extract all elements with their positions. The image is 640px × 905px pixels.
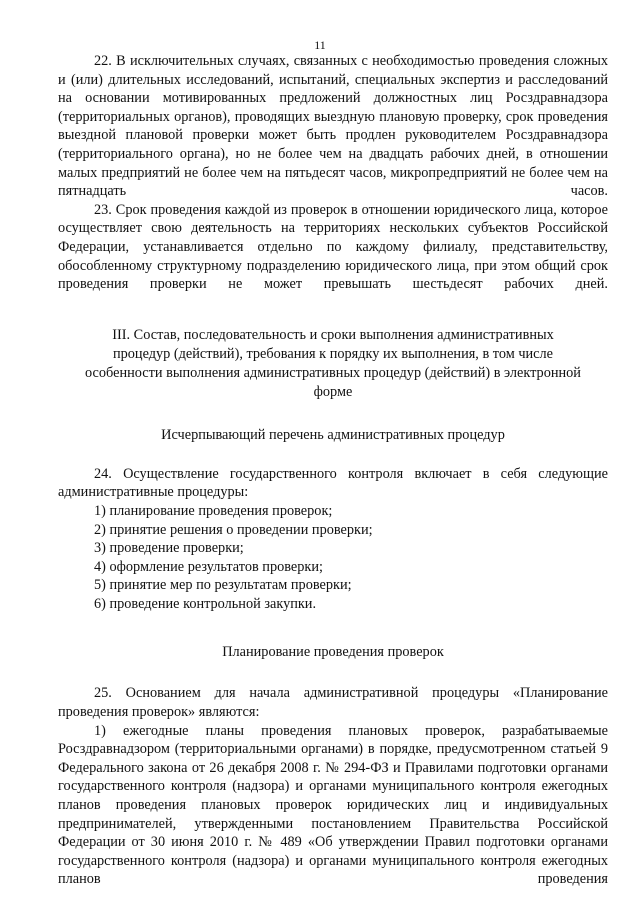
list-item: 2) принятие решения о проведении проверки;	[94, 521, 373, 538]
list-item: 5) принятие мер по результатам проверки;	[94, 577, 352, 594]
paragraph-24: 24. Осуществление государственного контроля включает в себя следующие административные процедуры:	[58, 465, 608, 501]
paragraph-25-item-1: 1) ежегодные планы проведения плановых проверок, разрабатываемые Росздравнадзором (территориальными органами) в порядке, предусмотренном статьей 9 Федерального закона от 26 декабря 2008 г. № 294-ФЗ и Правилами подготовки органами государственного контроля (надзора) и органами муниципального контроля ежегодных планов проведения плановых проверок юридических лиц и индивидуальных предпринимателей, утвержденными постановлением Правительства Российской Федерации от 30 июня 2010 г. № 489 «Об утверждении Правил подготовки органами государственного контроля (надзора) и органами муниципального контроля ежегодных планов проведения	[58, 722, 608, 888]
paragraph-25: 25. Основанием для начала административной процедуры «Планирование проведения проверок» являются:	[58, 685, 608, 721]
list-item: 6) проведение контрольной закупки.	[94, 595, 317, 612]
list-item: 4) оформление результатов проверки;	[94, 558, 323, 575]
section-3-heading: III. Состав, последовательность и сроки выполнения административных процедур (действий), требования к порядку их выполнения, в том числе особенности выполнения административных процедур (действий) в электронной форме	[85, 326, 581, 400]
planning-heading: Планирование проведения проверок	[222, 644, 444, 661]
document-body	[58, 52, 608, 889]
page-number: 11	[314, 38, 326, 52]
list-item: 3) проведение проверки;	[94, 540, 244, 557]
list-item: 1) планирование проведения проверок;	[94, 502, 333, 519]
paragraph-22: 22. В исключительных случаях, связанных с необходимостью проведения сложных и (или) длительных исследований, испытаний, специальных экспертиз и расследований на основании мотивированных предложений должностных лиц Росздравнадзора (территориальных органов), проводящих выездную плановую проверку, срок проведения выездной плановой проверки может быть продлен руководителем Росздравнадзора (территориального органа), но не более чем на двадцать рабочих дней, в отношении малых предприятий не более чем на пятьдесят часов, микропредприятий не более чем на пятнадцать часов.	[58, 53, 608, 200]
procedures-list	[58, 502, 608, 614]
paragraph-23: 23. Срок проведения каждой из проверок в отношении юридического лица, которое осуществляет свою деятельность на территориях нескольких субъектов Российской Федерации, устанавливается отдельно по каждому филиалу, представительству, обособленному структурному подразделению юридического лица, при этом общий срок проведения проверки не может превышать шестьдесят рабочих дней.	[58, 201, 608, 293]
procedures-list-heading: Исчерпывающий перечень административных процедур	[161, 426, 505, 443]
